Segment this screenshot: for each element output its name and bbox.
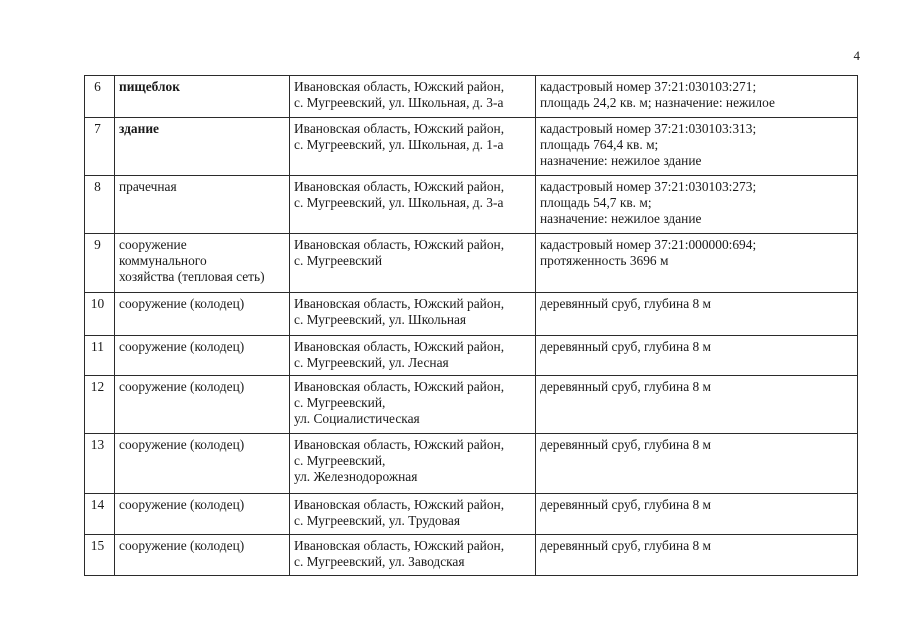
object-address xyxy=(290,494,536,535)
page-number: 4 xyxy=(853,48,860,63)
details-line: деревянный сруб, глубина 8 м xyxy=(540,379,711,394)
object-address xyxy=(290,118,536,176)
object-name xyxy=(115,494,290,535)
address-line: ул. Социалистическая xyxy=(294,411,420,426)
object-name xyxy=(115,434,290,494)
table-row xyxy=(85,176,858,234)
details-line: деревянный сруб, глубина 8 м xyxy=(540,339,711,354)
table-row xyxy=(85,336,858,376)
name-line: сооружение (колодец) xyxy=(119,339,245,354)
row-number: 11 xyxy=(85,336,115,376)
object-details xyxy=(536,234,858,293)
object-details xyxy=(536,76,858,118)
details-line: деревянный сруб, глубина 8 м xyxy=(540,437,711,452)
address-line: с. Мугреевский, ул. Трудовая xyxy=(294,513,460,528)
object-details xyxy=(536,176,858,234)
name-line: сооружение (колодец) xyxy=(119,538,245,553)
name-line: пищеблок xyxy=(119,79,180,94)
object-address xyxy=(290,76,536,118)
row-number: 14 xyxy=(85,494,115,535)
object-address xyxy=(290,376,536,434)
name-line: сооружение (колодец) xyxy=(119,497,245,512)
address-line: Ивановская область, Южский район, xyxy=(294,121,505,136)
table-row xyxy=(85,376,858,434)
address-line: Ивановская область, Южский район, xyxy=(294,179,505,194)
address-line: с. Мугреевский xyxy=(294,253,383,268)
table-row xyxy=(85,234,858,293)
table-row xyxy=(85,76,858,118)
object-details xyxy=(536,336,858,376)
name-line: сооружение (колодец) xyxy=(119,296,245,311)
address-line: ул. Железнодорожная xyxy=(294,469,418,484)
object-name xyxy=(115,535,290,576)
property-table xyxy=(84,75,858,576)
object-details xyxy=(536,494,858,535)
details-line: кадастровый номер 37:21:030103:273; xyxy=(540,179,757,194)
name-line: сооружение (колодец) xyxy=(119,437,245,452)
address-line: Ивановская область, Южский район, xyxy=(294,437,505,452)
object-address xyxy=(290,535,536,576)
row-number: 13 xyxy=(85,434,115,494)
details-line: площадь 764,4 кв. м; xyxy=(540,137,659,152)
object-details xyxy=(536,434,858,494)
address-line: с. Мугреевский, ул. Заводская xyxy=(294,554,465,569)
object-address xyxy=(290,434,536,494)
address-line: с. Мугреевский, ул. Школьная, д. 3-а xyxy=(294,195,504,210)
details-line: кадастровый номер 37:21:000000:694; xyxy=(540,237,757,252)
address-line: Ивановская область, Южский район, xyxy=(294,379,505,394)
address-line: с. Мугреевский, xyxy=(294,395,386,410)
object-details xyxy=(536,535,858,576)
address-line: с. Мугреевский, ул. Школьная xyxy=(294,312,467,327)
object-details xyxy=(536,293,858,336)
object-name xyxy=(115,234,290,293)
name-line: сооружение (колодец) xyxy=(119,379,245,394)
details-line: кадастровый номер 37:21:030103:271; xyxy=(540,79,757,94)
address-line: Ивановская область, Южский район, xyxy=(294,296,505,311)
object-address xyxy=(290,234,536,293)
details-line: площадь 54,7 кв. м; xyxy=(540,195,652,210)
object-address xyxy=(290,336,536,376)
object-address xyxy=(290,293,536,336)
table-row xyxy=(85,434,858,494)
address-line: с. Мугреевский, ул. Школьная, д. 1-а xyxy=(294,137,504,152)
address-line: Ивановская область, Южский район, xyxy=(294,79,505,94)
row-number: 6 xyxy=(85,76,115,118)
object-details xyxy=(536,118,858,176)
details-line: протяженность 3696 м xyxy=(540,253,669,268)
address-line: с. Мугреевский, xyxy=(294,453,386,468)
name-line: прачечная xyxy=(119,179,177,194)
row-number: 10 xyxy=(85,293,115,336)
object-name xyxy=(115,176,290,234)
object-name xyxy=(115,336,290,376)
row-number: 12 xyxy=(85,376,115,434)
row-number: 7 xyxy=(85,118,115,176)
name-line: сооружение xyxy=(119,237,187,252)
details-line: назначение: нежилое здание xyxy=(540,211,702,226)
name-line: хозяйства (тепловая сеть) xyxy=(119,269,265,284)
details-line: деревянный сруб, глубина 8 м xyxy=(540,538,711,553)
object-name xyxy=(115,376,290,434)
address-line: с. Мугреевский, ул. Школьная, д. 3-а xyxy=(294,95,504,110)
object-name xyxy=(115,118,290,176)
table-row xyxy=(85,535,858,576)
name-line: здание xyxy=(119,121,159,136)
table-row xyxy=(85,494,858,535)
details-line: назначение: нежилое здание xyxy=(540,153,702,168)
address-line: с. Мугреевский, ул. Лесная xyxy=(294,355,449,370)
address-line: Ивановская область, Южский район, xyxy=(294,497,505,512)
details-line: деревянный сруб, глубина 8 м xyxy=(540,497,711,512)
table-row xyxy=(85,118,858,176)
object-details xyxy=(536,376,858,434)
row-number: 15 xyxy=(85,535,115,576)
details-line: площадь 24,2 кв. м; назначение: нежилое xyxy=(540,95,775,110)
address-line: Ивановская область, Южский район, xyxy=(294,339,505,354)
address-line: Ивановская область, Южский район, xyxy=(294,538,505,553)
object-name xyxy=(115,293,290,336)
details-line: кадастровый номер 37:21:030103:313; xyxy=(540,121,757,136)
row-number: 8 xyxy=(85,176,115,234)
details-line: деревянный сруб, глубина 8 м xyxy=(540,296,711,311)
name-line: коммунального xyxy=(119,253,207,268)
object-name xyxy=(115,76,290,118)
table-row xyxy=(85,293,858,336)
row-number: 9 xyxy=(85,234,115,293)
object-address xyxy=(290,176,536,234)
address-line: Ивановская область, Южский район, xyxy=(294,237,505,252)
